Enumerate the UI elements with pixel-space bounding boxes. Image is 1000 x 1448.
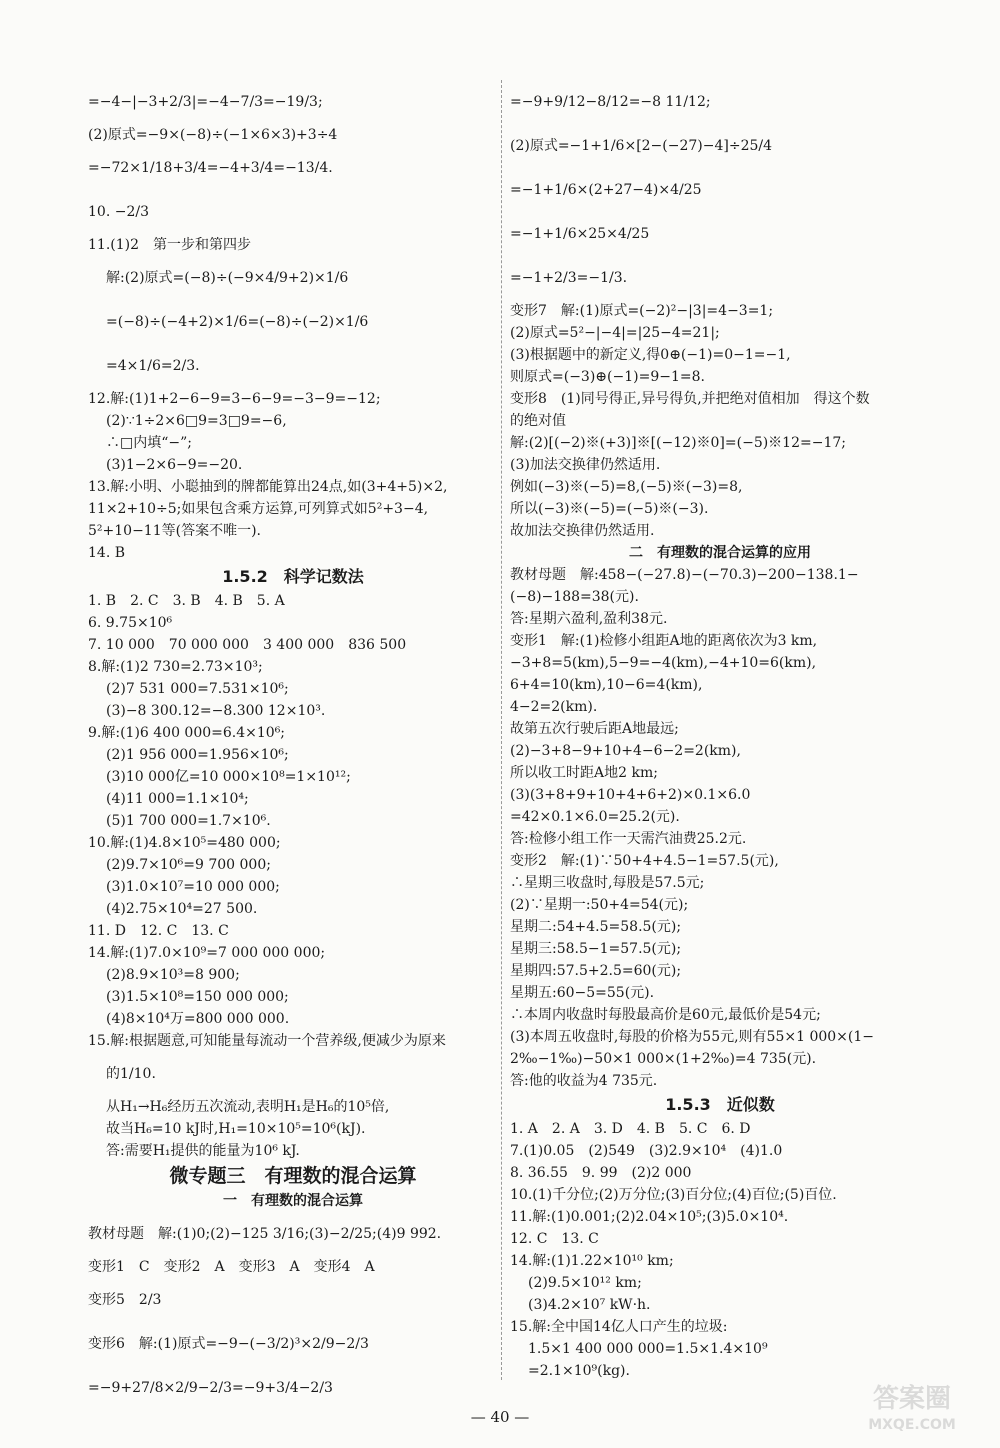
text-line: (2)−3+8−9+10+4−6−2=2(km), (510, 743, 741, 759)
text-line: =−1+2/3=−1/3. (510, 270, 628, 286)
watermark-url: MXQE.COM (868, 1417, 956, 1433)
text-line: (2)原式=−9×(−8)÷(−1×6×3)+3÷4 (88, 127, 338, 143)
text-line: 解:(2)[(−2)※(+3)]※[(−12)※0]=(−5)※12=−17; (510, 435, 846, 451)
text-line: 5²+10−11等(答案不唯一). (88, 523, 261, 539)
text-line: (2)原式=−1+1/6×[2−(−27)−4]÷25/4 (510, 138, 773, 154)
text-line: 变形1 解:(1)检修小组距A地的距离依次为3 km, (510, 633, 818, 649)
text-line: =4×1/6=2/3. (106, 358, 200, 374)
text-line: (3)加法交换律仍然适用. (510, 457, 661, 473)
text-line: =−1+1/6×25×4/25 (510, 226, 650, 242)
text-line: =−1+1/6×(2+27−4)×4/25 (510, 182, 702, 198)
text-line: 教材母题 解:(1)0;(2)−125 3/16;(3)−2/25;(4)9 992. (88, 1226, 442, 1242)
text-line: =−4−|−3+2/3|=−4−7/3=−19/3; (88, 94, 323, 110)
text-line: (2)∵星期一:50+4=54(元); (510, 897, 689, 913)
text-line: 1. A 2. A 3. D 4. B 5. C 6. D (510, 1121, 751, 1137)
text-line: 1.5.2 科学记数法 (222, 567, 364, 586)
text-line: 12. C 13. C (510, 1231, 599, 1247)
text-line: 故加法交换律仍然适用. (510, 523, 655, 539)
text-line: 的绝对值 (510, 413, 566, 429)
text-line: 1.5×1 400 000 000=1.5×1.4×10⁹ (528, 1341, 768, 1357)
text-line: 10.解:(1)4.8×10⁵=480 000; (88, 835, 281, 851)
text-line: 答:他的收益为4 735元. (510, 1073, 658, 1089)
text-line: 例如(−3)※(−5)=8,(−5)※(−3)=8, (510, 479, 743, 495)
text-line: 则原式=(−3)⊕(−1)=9−1=8. (510, 369, 705, 385)
text-line: 13.解:小明、小聪抽到的牌都能算出24点,如(3+4+5)×2, (88, 479, 448, 495)
text-line: 1.5.3 近似数 (665, 1095, 775, 1114)
text-line: 所以收工时距A地2 km; (510, 765, 658, 781)
right-column (510, 80, 930, 1382)
text-line: (2)9.5×10¹² km; (528, 1275, 642, 1291)
text-line: 教材母题 解:458−(−27.8)−(−70.3)−200−138.1− (510, 567, 859, 583)
text-line: =2.1×10⁹(kg). (528, 1363, 630, 1379)
text-line: (4)11 000=1.1×10⁴; (106, 791, 249, 807)
text-line: 一 有理数的混合运算 (223, 1193, 363, 1209)
text-line: (2)原式=5²−|−4|=|25−4=21|; (510, 325, 720, 341)
page-number: — 40 — (470, 1408, 530, 1426)
text-line: 4−2=2(km). (510, 699, 598, 715)
text-line: (3)根据题中的新定义,得0⊕(−1)=0−1=−1, (510, 347, 791, 363)
text-line: 14.解:(1)1.22×10¹⁰ km; (510, 1253, 674, 1269)
text-line: (3)−8 300.12=−8.300 12×10³. (106, 703, 326, 719)
text-line: (2)∵1÷2×6□9=3□9=−6, (106, 413, 287, 429)
text-line: =−72×1/18+3/4=−4+3/4=−13/4. (88, 160, 333, 176)
text-line: (3)本周五收盘时,每股的价格为55元,则有55×1 000×(1− (510, 1029, 874, 1045)
text-line: 10.(1)千分位;(2)万分位;(3)百分位;(4)百位;(5)百位. (510, 1187, 837, 1203)
text-line: 11.解:(1)0.001;(2)2.04×10⁵;(3)5.0×10⁴. (510, 1209, 789, 1225)
text-line: 15.解:全中国14亿人口产生的垃圾: (510, 1319, 728, 1335)
text-line: (4)8×10⁴万=800 000 000. (106, 1011, 290, 1027)
text-line: 变形2 解:(1)∵50+4+4.5−1=57.5(元), (510, 853, 779, 869)
text-line: =−9+9/12−8/12=−8 11/12; (510, 94, 711, 110)
text-line: (3)(3+8+9+10+4+6+2)×0.1×6.0 (510, 787, 751, 803)
text-line: (3)4.2×10⁷ kW·h. (528, 1297, 651, 1313)
text-line: 星期三:58.5−1=57.5(元); (510, 941, 682, 957)
text-line: 12.解:(1)1+2−6−9=3−6−9=−3−9=−12; (88, 391, 381, 407)
text-line: 8.解:(1)2 730=2.73×10³; (88, 659, 263, 675)
text-line: (4)2.75×10⁴=27 500. (106, 901, 258, 917)
text-line: 所以(−3)※(−5)=(−5)※(−3). (510, 501, 709, 517)
text-line: −3+8=5(km),5−9=−4(km),−4+10=6(km), (510, 655, 817, 671)
text-line: 解:(2)原式=(−8)÷(−9×4/9+2)×1/6 (106, 270, 349, 286)
watermark-logo (845, 1375, 980, 1435)
column-divider (501, 80, 503, 1380)
text-line: 6+4=10(km),10−6=4(km), (510, 677, 703, 693)
text-line: (−8)−188=38(元). (510, 589, 639, 605)
text-line: 变形7 解:(1)原式=(−2)²−|3|=4−3=1; (510, 303, 774, 319)
text-line: 变形1 C 变形2 A 变形3 A 变形4 A (88, 1259, 375, 1275)
text-line: 14.解:(1)7.0×10⁹=7 000 000 000; (88, 945, 326, 961)
text-line: (2)8.9×10³=8 900; (106, 967, 240, 983)
text-line: 的1/10. (106, 1066, 156, 1082)
text-line: (5)1 700 000=1.7×10⁶. (106, 813, 271, 829)
text-line: 7.(1)0.05 (2)549 (3)2.9×10⁴ (4)1.0 (510, 1143, 783, 1159)
text-line: 15.解:根据题意,可知能量每流动一个营养级,便减少为原来 (88, 1033, 446, 1049)
text-line: 答:需要H₁提供的能量为10⁶ kJ. (106, 1143, 300, 1159)
text-line: ∴本周内收盘时每股最高价是60元,最低价是54元; (510, 1007, 821, 1023)
text-line: (3)1−2×6−9=−20. (106, 457, 243, 473)
text-line: (3)1.0×10⁷=10 000 000; (106, 879, 280, 895)
text-line: 9.解:(1)6 400 000=6.4×10⁶; (88, 725, 286, 741)
text-line: (2)7 531 000=7.531×10⁶; (106, 681, 289, 697)
left-column (88, 80, 498, 1410)
text-line: (3)1.5×10⁸=150 000 000; (106, 989, 289, 1005)
text-line: 微专题三 有理数的混合运算 (169, 1165, 417, 1187)
text-line: =(−8)÷(−4+2)×1/6=(−8)÷(−2)×1/6 (106, 314, 369, 330)
text-line: 变形6 解:(1)原式=−9−(−3/2)³×2/9−2/3 (88, 1336, 369, 1352)
text-line: (2)9.7×10⁶=9 700 000; (106, 857, 271, 873)
text-line: =42×0.1×6.0=25.2(元). (510, 809, 680, 825)
text-line: 二 有理数的混合运算的应用 (629, 545, 811, 561)
text-line: 2‰−1‰)−50×1 000×(1+2‰)=4 735(元). (510, 1051, 817, 1067)
text-line: ∴□内填“−”; (106, 435, 192, 451)
text-line: (2)1 956 000=1.956×10⁶; (106, 747, 289, 763)
text-line: 故第五次行驶后距A地最远; (510, 721, 679, 737)
text-line: 6. 9.75×10⁶ (88, 615, 173, 631)
text-line: 星期二:54+4.5=58.5(元); (510, 919, 682, 935)
text-line: 星期五:60−5=55(元). (510, 985, 655, 1001)
text-line: (3)10 000亿=10 000×10⁸=1×10¹²; (106, 769, 351, 785)
text-line: 7. 10 000 70 000 000 3 400 000 836 500 (88, 637, 407, 653)
text-line: 变形8 (1)同号得正,异号得负,并把绝对值相加 得这个数 (510, 391, 870, 407)
text-line: 变形5 2/3 (88, 1292, 162, 1308)
text-line: 答:检修小组工作一天需汽油费25.2元. (510, 831, 747, 847)
text-line: ∴星期三收盘时,每股是57.5元; (510, 875, 705, 891)
text-line: =−9+27/8×2/9−2/3=−9+3/4−2/3 (88, 1380, 333, 1396)
text-line: 14. B (88, 545, 126, 561)
text-line: 10. −2/3 (88, 204, 149, 220)
text-line: 8. 36.55 9. 99 (2)2 000 (510, 1165, 692, 1181)
text-line: 1. B 2. C 3. B 4. B 5. A (88, 593, 285, 609)
watermark-text: 答案圈 (872, 1384, 952, 1414)
text-line: 故当H₆=10 kJ时,H₁=10×10⁵=10⁶(kJ). (106, 1121, 366, 1137)
text-line: 从H₁→H₆经历五次流动,表明H₁是H₆的10⁵倍, (106, 1099, 390, 1115)
text-line: 11×2+10÷5;如果包含乘方运算,可列算式如5²+3−4, (88, 501, 429, 517)
text-line: 答:星期六盈利,盈利38元. (510, 611, 668, 627)
text-line: 星期四:57.5+2.5=60(元); (510, 963, 682, 979)
text-line: 11.(1)2 第一步和第四步 (88, 237, 252, 253)
text-line: 11. D 12. C 13. C (88, 923, 229, 939)
